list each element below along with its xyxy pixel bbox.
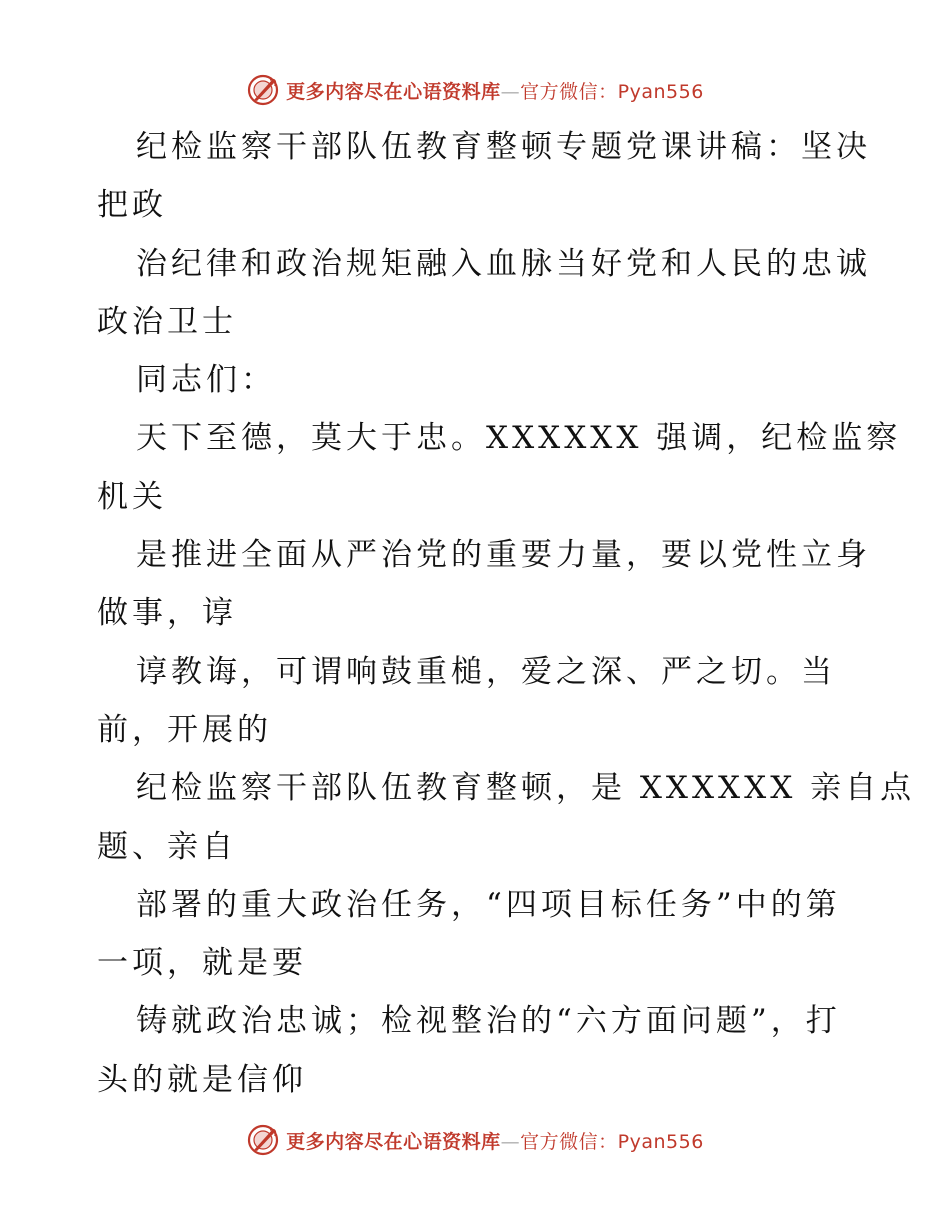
header-watermark xyxy=(0,70,950,110)
text-line: 纪检监察干部队伍教育整顿，是 XXXXXX 亲自点 xyxy=(136,770,916,807)
watermark-separator: — xyxy=(500,80,521,103)
text-line: 一项，就是要 xyxy=(97,945,307,982)
text-line: 治纪律和政治规矩融入血脉当好党和人民的忠诚 xyxy=(136,245,871,282)
text-line: 天下至德，莫大于忠。XXXXXX 强调，纪检监察 xyxy=(136,420,902,457)
text-line: 前，开展的 xyxy=(97,711,272,748)
text-line: 铸就政治忠诚；检视整治的“六方面问题”，打 xyxy=(136,1003,841,1040)
watermark-wechat-text: 官方微信：Pyan556 xyxy=(520,1130,704,1153)
watermark-separator: — xyxy=(500,1130,521,1153)
text-line: 头的就是信仰 xyxy=(97,1061,307,1098)
text-line: 题、亲自 xyxy=(97,828,237,865)
watermark-site-text: 更多内容尽在心语资料库 xyxy=(286,80,501,103)
text-line: 同志们： xyxy=(136,362,276,399)
footer-watermark xyxy=(0,1120,950,1160)
quill-seal-icon xyxy=(246,1123,280,1157)
text-line: 机关 xyxy=(97,478,167,515)
quill-seal-icon xyxy=(246,73,280,107)
text-line: 部署的重大政治任务，“四项目标任务”中的第 xyxy=(136,886,841,923)
text-line: 把政 xyxy=(97,187,167,224)
document-body xyxy=(97,118,916,1109)
text-line: 纪检监察干部队伍教育整顿专题党课讲稿：坚决 xyxy=(136,129,871,165)
text-line: 做事，谆 xyxy=(97,595,237,632)
watermark-site-text: 更多内容尽在心语资料库 xyxy=(286,1130,501,1153)
watermark-wechat-text: 官方微信：Pyan556 xyxy=(520,80,704,103)
text-line: 是推进全面从严治党的重要力量，要以党性立身 xyxy=(136,537,871,574)
text-line: 谆教诲，可谓响鼓重槌，爱之深、严之切。当 xyxy=(136,653,836,690)
text-line: 政治卫士 xyxy=(97,303,237,340)
